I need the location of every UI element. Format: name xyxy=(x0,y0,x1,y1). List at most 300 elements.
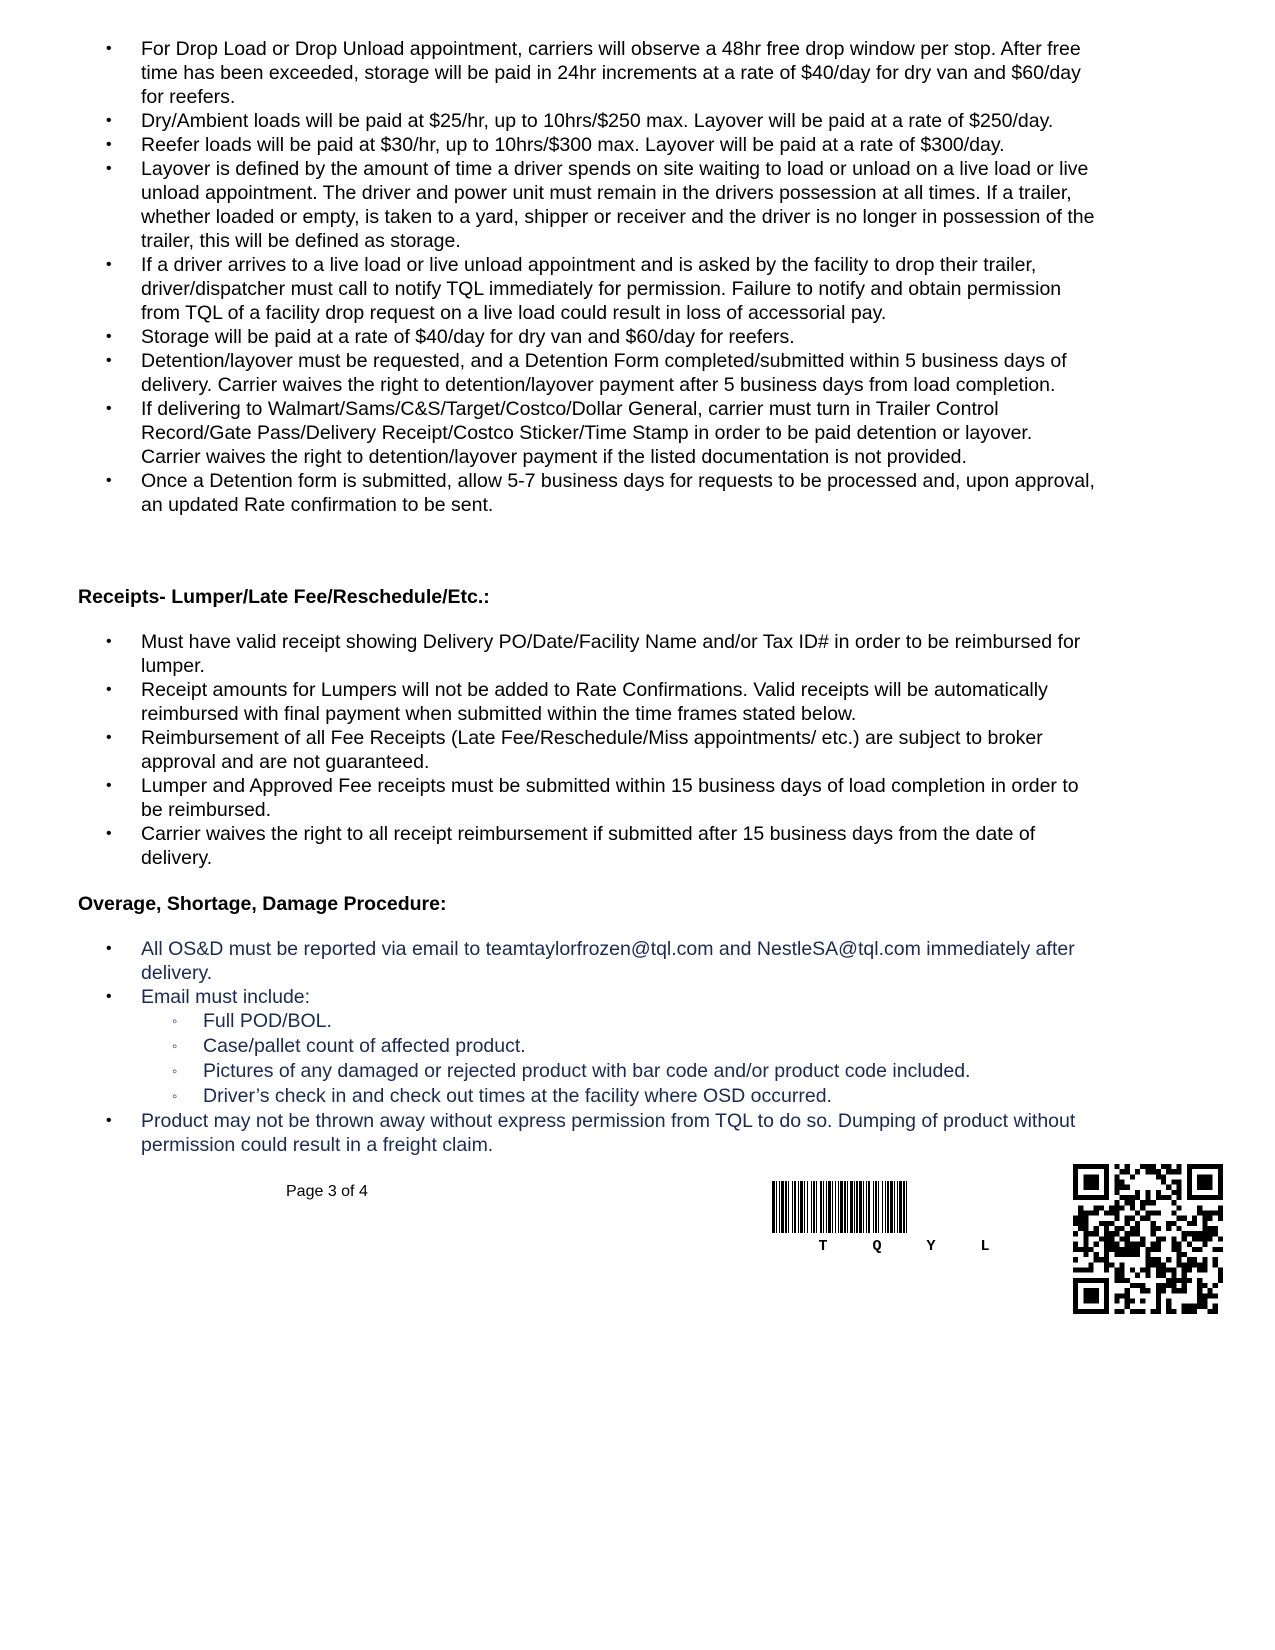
barcode-bar xyxy=(906,1181,907,1233)
qr-module xyxy=(1171,1283,1176,1288)
qr-module xyxy=(1197,1231,1202,1236)
sub-bullet: ◦ xyxy=(172,1088,178,1105)
barcode-bar xyxy=(785,1181,787,1233)
qr-module xyxy=(1120,1293,1125,1298)
qr-module xyxy=(1145,1195,1150,1200)
qr-module xyxy=(1114,1309,1119,1314)
bullet: • xyxy=(106,988,112,1005)
qr-module xyxy=(1156,1169,1161,1174)
qr-module xyxy=(1120,1236,1125,1241)
qr-module xyxy=(1120,1252,1125,1257)
qr-module xyxy=(1145,1262,1150,1267)
qr-module xyxy=(1207,1293,1212,1298)
qr-module xyxy=(1135,1247,1140,1252)
qr-module xyxy=(1171,1309,1176,1314)
sub-list-item-text: Driver’s check in and check out times at the facility where OSD occurred. xyxy=(203,1085,832,1107)
list-item-text: Reefer loads will be paid at $30/hr, up to 10hrs/$300 max. Layover will be paid at a rate of $300/day. xyxy=(141,134,1005,156)
sub-bullet: ◦ xyxy=(172,1038,178,1055)
list-item-text: Layover is defined by the amount of time a driver spends on site waiting to load or unload on a live load or live unload appointment. The driver and power unit must remain in the drivers possession at all times. If a trailer, whether loaded or empty, is taken to a yard, shipper or receiver and the driver is no longer in possession of the trailer, this will be defined as storage. xyxy=(141,158,1095,252)
qr-module xyxy=(1166,1226,1171,1231)
qr-module xyxy=(1140,1200,1145,1205)
qr-module xyxy=(1192,1231,1197,1236)
list-item xyxy=(0,774,1275,822)
qr-module xyxy=(1073,1242,1078,1247)
qr-module xyxy=(1104,1211,1109,1216)
qr-module xyxy=(1187,1257,1192,1262)
barcode-bar xyxy=(850,1181,853,1233)
qr-module xyxy=(1120,1169,1125,1174)
qr-module xyxy=(1176,1252,1181,1257)
barcode-bar xyxy=(798,1181,799,1233)
qr-module xyxy=(1135,1283,1140,1288)
qr-module xyxy=(1114,1298,1119,1303)
qr-module xyxy=(1114,1273,1119,1278)
qr-module xyxy=(1187,1309,1192,1314)
qr-module xyxy=(1145,1216,1150,1221)
bullet: • xyxy=(106,825,112,842)
bullet: • xyxy=(106,112,112,129)
qr-module xyxy=(1140,1205,1145,1210)
qr-module xyxy=(1213,1231,1218,1236)
qr-module xyxy=(1213,1257,1218,1262)
qr-finder-eye xyxy=(1197,1174,1213,1190)
qr-module xyxy=(1130,1195,1135,1200)
qr-module xyxy=(1218,1247,1223,1252)
qr-module xyxy=(1083,1211,1088,1216)
qr-module xyxy=(1213,1226,1218,1231)
qr-module xyxy=(1202,1257,1207,1262)
qr-module xyxy=(1176,1288,1181,1293)
sub-list-item xyxy=(0,1009,1275,1034)
qr-module xyxy=(1176,1185,1181,1190)
qr-module xyxy=(1197,1211,1202,1216)
qr-module xyxy=(1156,1273,1161,1278)
qr-module xyxy=(1114,1267,1119,1272)
barcode-bar xyxy=(856,1181,858,1233)
list-item-text: If delivering to Walmart/Sams/C&S/Target/Costco/Dollar General, carrier must turn in Trailer Control Record/Gate Pass/Delivery Receipt/Costco Sticker/Time Stamp in order to be paid detention or layover. Carrier waives the right to detention/layover payment if the listed documentation is not provided. xyxy=(141,398,1033,468)
qr-module xyxy=(1166,1257,1171,1262)
qr-module xyxy=(1094,1211,1099,1216)
qr-module xyxy=(1151,1164,1156,1169)
qr-module xyxy=(1202,1262,1207,1267)
qr-module xyxy=(1197,1304,1202,1309)
qr-module xyxy=(1125,1278,1130,1283)
qr-module xyxy=(1130,1231,1135,1236)
qr-module xyxy=(1151,1247,1156,1252)
qr-module xyxy=(1120,1247,1125,1252)
qr-module xyxy=(1151,1257,1156,1262)
qr-module xyxy=(1145,1169,1150,1174)
qr-module xyxy=(1197,1262,1202,1267)
qr-module xyxy=(1083,1226,1088,1231)
qr-module xyxy=(1140,1283,1145,1288)
qr-module xyxy=(1176,1205,1181,1210)
barcode-text: T Q Y L xyxy=(818,1238,1008,1253)
sub-bullet: ◦ xyxy=(172,1013,178,1030)
qr-module xyxy=(1120,1267,1125,1272)
qr-module xyxy=(1140,1267,1145,1272)
qr-module xyxy=(1114,1200,1119,1205)
barcode-bar xyxy=(807,1181,808,1233)
qr-module xyxy=(1151,1262,1156,1267)
qr-module xyxy=(1176,1257,1181,1262)
qr-module xyxy=(1089,1247,1094,1252)
list-item-text: Product may not be thrown away without express permission from TQL to do so. Dumping of product without permission could result in a freight claim. xyxy=(141,1110,1076,1156)
qr-module xyxy=(1161,1180,1166,1185)
barcode-bar xyxy=(794,1181,796,1233)
qr-module xyxy=(1156,1174,1161,1179)
qr-module xyxy=(1207,1309,1212,1314)
qr-module xyxy=(1202,1216,1207,1221)
qr-module xyxy=(1156,1288,1161,1293)
qr-module xyxy=(1192,1262,1197,1267)
qr-module xyxy=(1166,1267,1171,1272)
qr-module xyxy=(1125,1293,1130,1298)
list-item xyxy=(0,1109,1275,1157)
qr-module xyxy=(1156,1226,1161,1231)
barcode-bar xyxy=(835,1181,836,1233)
qr-module xyxy=(1156,1190,1161,1195)
qr-module xyxy=(1120,1185,1125,1190)
qr-module xyxy=(1104,1252,1109,1257)
qr-code xyxy=(1073,1164,1223,1314)
qr-module xyxy=(1161,1288,1166,1293)
list-item-text: Storage will be paid at a rate of $40/day for dry van and $60/day for reefers. xyxy=(141,326,795,348)
qr-module xyxy=(1135,1226,1140,1231)
qr-module xyxy=(1202,1226,1207,1231)
barcode-bar xyxy=(811,1181,812,1233)
qr-module xyxy=(1156,1283,1161,1288)
sub-list-item xyxy=(0,1059,1275,1084)
qr-module xyxy=(1171,1169,1176,1174)
qr-module xyxy=(1145,1252,1150,1257)
qr-module xyxy=(1114,1205,1119,1210)
barcode-bar xyxy=(897,1181,898,1233)
bullet: • xyxy=(106,940,112,957)
qr-module xyxy=(1156,1267,1161,1272)
qr-module xyxy=(1083,1242,1088,1247)
qr-module xyxy=(1099,1205,1104,1210)
qr-module xyxy=(1161,1267,1166,1272)
qr-module xyxy=(1218,1236,1223,1241)
qr-module xyxy=(1166,1185,1171,1190)
qr-module xyxy=(1094,1226,1099,1231)
qr-module xyxy=(1161,1174,1166,1179)
list-item xyxy=(0,37,1275,109)
sub-list-item-text: Pictures of any damaged or rejected product with bar code and/or product code included. xyxy=(203,1060,971,1082)
qr-module xyxy=(1114,1226,1119,1231)
qr-module xyxy=(1176,1180,1181,1185)
qr-module xyxy=(1083,1247,1088,1252)
qr-module xyxy=(1130,1267,1135,1272)
list-item xyxy=(0,157,1275,253)
qr-module xyxy=(1078,1226,1083,1231)
barcode-bars xyxy=(772,1181,907,1233)
barcode xyxy=(772,1181,1054,1253)
qr-module xyxy=(1089,1262,1094,1267)
qr-module xyxy=(1182,1231,1187,1236)
qr-module xyxy=(1135,1195,1140,1200)
qr-module xyxy=(1197,1247,1202,1252)
qr-module xyxy=(1145,1267,1150,1272)
qr-module xyxy=(1104,1257,1109,1262)
barcode-bar xyxy=(866,1181,867,1233)
list-item-text: Reimbursement of all Fee Receipts (Late Fee/Reschedule/Miss appointments/ etc.) are subject to broker approval and are not guaranteed. xyxy=(141,727,1043,773)
qr-module xyxy=(1213,1262,1218,1267)
qr-module xyxy=(1187,1278,1192,1283)
qr-module xyxy=(1161,1283,1166,1288)
sub-list-item xyxy=(0,1034,1275,1059)
barcode-bar xyxy=(838,1181,839,1233)
qr-module xyxy=(1073,1216,1078,1221)
qr-module xyxy=(1207,1288,1212,1293)
qr-module xyxy=(1192,1304,1197,1309)
qr-module xyxy=(1207,1211,1212,1216)
qr-module xyxy=(1218,1211,1223,1216)
qr-module xyxy=(1151,1309,1156,1314)
sub-bullet: ◦ xyxy=(172,1063,178,1080)
qr-module xyxy=(1187,1267,1192,1272)
qr-module xyxy=(1171,1236,1176,1241)
qr-module xyxy=(1197,1205,1202,1210)
qr-module xyxy=(1140,1309,1145,1314)
qr-module xyxy=(1125,1298,1130,1303)
qr-module xyxy=(1125,1216,1130,1221)
qr-module xyxy=(1182,1278,1187,1283)
barcode-bar xyxy=(826,1181,827,1233)
barcode-bar xyxy=(823,1181,824,1233)
qr-module xyxy=(1182,1304,1187,1309)
qr-module xyxy=(1125,1288,1130,1293)
qr-module xyxy=(1202,1221,1207,1226)
qr-module xyxy=(1213,1283,1218,1288)
qr-module xyxy=(1171,1278,1176,1283)
barcode-bar xyxy=(894,1181,895,1233)
qr-module xyxy=(1114,1247,1119,1252)
list-item-text: Must have valid receipt showing Delivery PO/Date/Facility Name and/or Tax ID# in order to be reimbursed for lumper. xyxy=(141,631,1081,677)
qr-module xyxy=(1171,1190,1176,1195)
qr-module xyxy=(1187,1221,1192,1226)
barcode-bar xyxy=(859,1181,862,1233)
qr-module xyxy=(1130,1309,1135,1314)
list-item-text: Dry/Ambient loads will be paid at $25/hr, up to 10hrs/$250 max. Layover will be paid at a rate of $250/day. xyxy=(141,110,1054,132)
qr-module xyxy=(1125,1200,1130,1205)
barcode-bar xyxy=(779,1181,780,1233)
qr-module xyxy=(1094,1231,1099,1236)
qr-module xyxy=(1083,1216,1088,1221)
barcode-bar xyxy=(899,1181,902,1233)
bullet: • xyxy=(106,136,112,153)
qr-module xyxy=(1166,1283,1171,1288)
qr-module xyxy=(1130,1242,1135,1247)
qr-module xyxy=(1145,1273,1150,1278)
qr-module xyxy=(1140,1288,1145,1293)
qr-module xyxy=(1120,1309,1125,1314)
qr-module xyxy=(1156,1211,1161,1216)
qr-module xyxy=(1207,1236,1212,1241)
qr-module xyxy=(1135,1211,1140,1216)
qr-module xyxy=(1140,1298,1145,1303)
qr-module xyxy=(1182,1309,1187,1314)
qr-module xyxy=(1213,1293,1218,1298)
qr-module xyxy=(1166,1298,1171,1303)
qr-module xyxy=(1182,1252,1187,1257)
qr-module xyxy=(1176,1262,1181,1267)
qr-module xyxy=(1125,1164,1130,1169)
qr-module xyxy=(1145,1164,1150,1169)
qr-module xyxy=(1218,1216,1223,1221)
qr-module xyxy=(1187,1242,1192,1247)
qr-module xyxy=(1156,1257,1161,1262)
qr-module xyxy=(1145,1247,1150,1252)
qr-module xyxy=(1161,1164,1166,1169)
list-item xyxy=(0,397,1275,469)
qr-module xyxy=(1197,1283,1202,1288)
qr-module xyxy=(1218,1273,1223,1278)
qr-module xyxy=(1114,1174,1119,1179)
qr-module xyxy=(1078,1211,1083,1216)
sub-list-item-text: Full POD/BOL. xyxy=(203,1010,332,1032)
qr-module xyxy=(1135,1309,1140,1314)
qr-module xyxy=(1197,1288,1202,1293)
qr-module xyxy=(1073,1231,1078,1236)
qr-module xyxy=(1171,1200,1176,1205)
qr-module xyxy=(1171,1273,1176,1278)
qr-module xyxy=(1104,1242,1109,1247)
qr-module xyxy=(1114,1252,1119,1257)
qr-module xyxy=(1171,1267,1176,1272)
qr-module xyxy=(1182,1273,1187,1278)
qr-module xyxy=(1078,1205,1083,1210)
qr-module xyxy=(1166,1309,1171,1314)
barcode-bar xyxy=(776,1181,777,1233)
qr-module xyxy=(1094,1242,1099,1247)
qr-module xyxy=(1130,1298,1135,1303)
qr-module xyxy=(1073,1257,1078,1262)
qr-module xyxy=(1151,1231,1156,1236)
qr-module xyxy=(1094,1205,1099,1210)
barcode-bar xyxy=(772,1181,775,1233)
qr-module xyxy=(1182,1236,1187,1241)
qr-module xyxy=(1135,1252,1140,1257)
qr-module xyxy=(1089,1211,1094,1216)
qr-module xyxy=(1156,1262,1161,1267)
qr-module xyxy=(1083,1231,1088,1236)
qr-module xyxy=(1202,1298,1207,1303)
list-item-text: All OS&D must be reported via email to teamtaylorfrozen@tql.com and NestleSA@tql.com immediately after delivery. xyxy=(141,938,1075,984)
qr-module xyxy=(1078,1267,1083,1272)
qr-module xyxy=(1145,1190,1150,1195)
qr-module xyxy=(1171,1288,1176,1293)
bullet: • xyxy=(106,400,112,417)
qr-module xyxy=(1161,1262,1166,1267)
barcode-bar xyxy=(800,1181,803,1233)
qr-module xyxy=(1109,1262,1114,1267)
qr-module xyxy=(1094,1252,1099,1257)
qr-finder-eye xyxy=(1083,1288,1099,1304)
qr-module xyxy=(1166,1221,1171,1226)
qr-module xyxy=(1114,1278,1119,1283)
qr-module xyxy=(1171,1211,1176,1216)
qr-module xyxy=(1213,1309,1218,1314)
list-item-text: Receipt amounts for Lumpers will not be added to Rate Confirmations. Valid receipts will be automatically reimbursed with final payment when submitted within the time frames stated below. xyxy=(141,679,1048,725)
qr-module xyxy=(1109,1211,1114,1216)
qr-module xyxy=(1130,1200,1135,1205)
list-item xyxy=(0,133,1275,157)
qr-module xyxy=(1104,1226,1109,1231)
qr-module xyxy=(1171,1247,1176,1252)
barcode-bar xyxy=(828,1181,831,1233)
qr-module xyxy=(1197,1236,1202,1241)
qr-module xyxy=(1135,1221,1140,1226)
qr-module xyxy=(1114,1164,1119,1169)
qr-module xyxy=(1120,1273,1125,1278)
qr-module xyxy=(1109,1247,1114,1252)
qr-module xyxy=(1125,1195,1130,1200)
qr-module xyxy=(1109,1205,1114,1210)
bullet: • xyxy=(106,1112,112,1129)
barcode-bar xyxy=(847,1181,848,1233)
qr-module xyxy=(1213,1304,1218,1309)
qr-module xyxy=(1104,1231,1109,1236)
qr-module xyxy=(1202,1242,1207,1247)
qr-module xyxy=(1176,1195,1181,1200)
qr-module xyxy=(1130,1174,1135,1179)
barcode-bar xyxy=(820,1181,822,1233)
qr-module xyxy=(1104,1262,1109,1267)
qr-module xyxy=(1197,1293,1202,1298)
list-item xyxy=(0,109,1275,133)
qr-module xyxy=(1171,1221,1176,1226)
barcode-bar xyxy=(873,1181,874,1233)
qr-module xyxy=(1120,1205,1125,1210)
receipts-heading: Receipts- Lumper/Late Fee/Reschedule/Etc.: xyxy=(78,586,490,608)
qr-module xyxy=(1182,1262,1187,1267)
qr-module xyxy=(1218,1267,1223,1272)
qr-module xyxy=(1130,1216,1135,1221)
qr-module xyxy=(1151,1211,1156,1216)
qr-finder-eye xyxy=(1083,1174,1099,1190)
qr-module xyxy=(1109,1221,1114,1226)
barcode-bar xyxy=(781,1181,784,1233)
qr-module xyxy=(1151,1169,1156,1174)
barcode-bar xyxy=(816,1181,817,1233)
qr-module xyxy=(1130,1247,1135,1252)
barcode-bar xyxy=(882,1181,883,1233)
list-item xyxy=(0,822,1275,870)
qr-module xyxy=(1202,1293,1207,1298)
list-item-text: Carrier waives the right to all receipt reimbursement if submitted after 15 business days from the date of delivery. xyxy=(141,823,1036,869)
qr-module xyxy=(1120,1180,1125,1185)
qr-module xyxy=(1182,1216,1187,1221)
qr-modules xyxy=(1073,1164,1223,1314)
qr-module xyxy=(1104,1236,1109,1241)
qr-module xyxy=(1140,1216,1145,1221)
qr-module xyxy=(1083,1236,1088,1241)
barcode-bar xyxy=(890,1181,893,1233)
qr-module xyxy=(1125,1169,1130,1174)
qr-module xyxy=(1192,1236,1197,1241)
barcode-bar xyxy=(792,1181,793,1233)
qr-module xyxy=(1145,1200,1150,1205)
qr-module xyxy=(1171,1180,1176,1185)
qr-module xyxy=(1156,1247,1161,1252)
qr-module xyxy=(1078,1221,1083,1226)
sub-list-item xyxy=(0,1084,1275,1109)
qr-module xyxy=(1073,1267,1078,1272)
qr-module xyxy=(1156,1242,1161,1247)
bullet: • xyxy=(106,328,112,345)
